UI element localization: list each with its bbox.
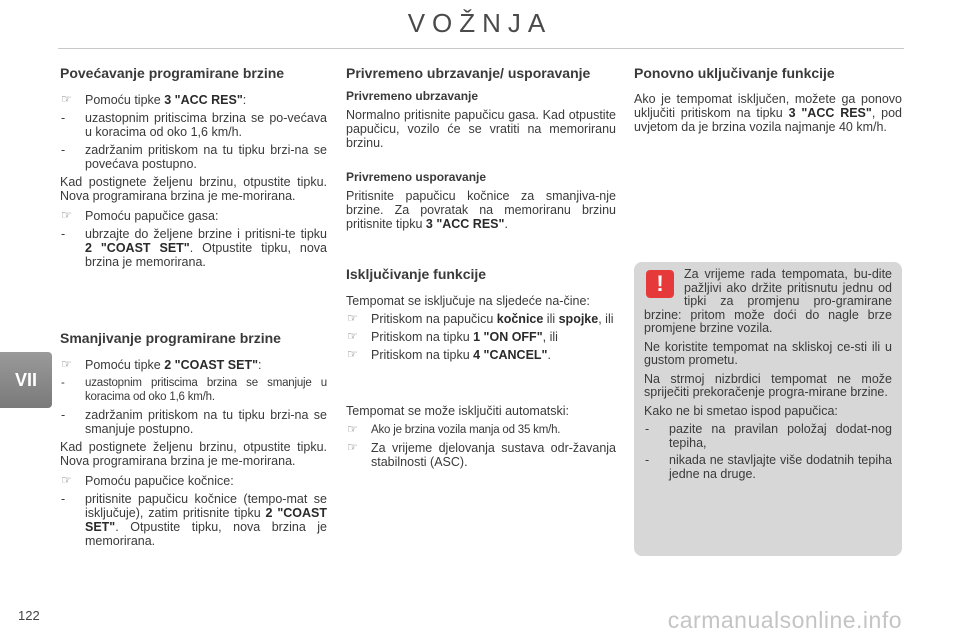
warning-dash-item: - pazite na pravilan položaj dodat-nog tepiha, <box>644 423 892 450</box>
section-title-disable: Isključivanje funkcije <box>346 266 487 282</box>
subtitle-acceleration: Privremeno ubrzavanje <box>346 89 479 103</box>
column-left <box>60 66 327 552</box>
paragraph: Pritisnite papučicu kočnice za smanjiva-nje brzine. Za povratak na memoriranu brzinu pritisnite tipku 3 "ACC RES". <box>346 189 616 231</box>
footer-watermark: carmanualsonline.info <box>667 607 902 633</box>
warning-dash-item: - nikada ne stavljajte više dodatnih tepiha jedne na druge. <box>644 454 892 481</box>
bullet-brake: ☞ Pomoću papučice kočnice: <box>60 474 327 488</box>
paragraph-automatic: Tempomat se može isključiti automatski: <box>346 404 569 418</box>
warning-paragraph: Kako ne bi smetao ispod papučica: <box>644 403 838 418</box>
column-middle <box>346 66 616 473</box>
paragraph: Kad postignete željenu brzinu, otpustite tipku. Nova programirana brzina je me-morirana. <box>60 440 327 468</box>
section-title-decrease: Smanjivanje programirane brzine <box>60 330 281 346</box>
paragraph: Kad postignete željenu brzinu, otpustite tipku. Nova programirana brzina je me-morirana. <box>60 175 327 203</box>
chapter-tab: VII <box>0 352 52 408</box>
dash-item: - pritisnite papučicu kočnice (tempo-mat se isključuje), zatim pritisnite tipku 2 "COAST SET". Otpustite tipku, nova brzina je memorirana. <box>60 492 327 548</box>
bullet-on-off: ☞ Pritiskom na tipku 1 "ON OFF", ili <box>346 330 616 344</box>
warning-paragraph: Na strmoj nizbrdici tempomat ne može spriječiti prekoračenje progra-mirane brzine. <box>644 371 892 399</box>
warning-exclamation-icon: ! <box>646 270 674 298</box>
paragraph: Ako je tempomat isključen, možete ga ponovo uključiti pritiskom na tipku 3 "ACC RES", pod uvjetom da je brzina vozila najmanje 40 km/h. <box>634 92 902 134</box>
subtitle-deceleration: Privremeno usporavanje <box>346 170 487 184</box>
section-title-reenable: Ponovno uključivanje funkcije <box>634 65 835 81</box>
section-title-increase: Povećavanje programirane brzine <box>60 65 285 81</box>
bullet-coast-set: ☞ Pomoću tipke 2 "COAST SET": <box>60 358 327 372</box>
bullet-cancel: ☞ Pritiskom na tipku 4 "CANCEL". <box>346 348 616 362</box>
warning-box <box>634 262 902 556</box>
section-title-temporary: Privremeno ubrzavanje/ usporavanje <box>346 65 591 81</box>
page-number: 122 <box>18 608 40 623</box>
title-rule <box>58 48 904 49</box>
dash-item: - zadržanim pritiskom na tu tipku brzi-na se povećava postupno. <box>60 143 327 171</box>
dash-item: - zadržanim pritiskom na tu tipku brzi-na se smanjuje postupno. <box>60 408 327 436</box>
column-right <box>634 66 902 140</box>
dash-item: - uzastopnim pritiscima brzina se smanjuje u koracima od oko 1,6 km/h. <box>60 376 327 404</box>
bullet-speed-limit: ☞ Ako je brzina vozila manja od 35 km/h. <box>346 423 616 437</box>
bullet-accelerator: ☞ Pomoću papučice gasa: <box>60 209 327 223</box>
bullet-asc: ☞ Za vrijeme djelovanja sustava odr-žavanja stabilnosti (ASC). <box>346 441 616 469</box>
dash-item: - ubrzajte do željene brzine i pritisni-te tipku 2 "COAST SET". Otpustite tipku, nova brzina je memorirana. <box>60 227 327 269</box>
paragraph: Tempomat se isključuje na sljedeće na-čine: <box>346 294 590 308</box>
warning-paragraph: Za vrijeme rada tempomata, bu-dite pažljivi ako držite pritisnutu jednu od tipki za promjenu pro-gramirane brzine: pritom može doći do nagle brze promjene brzine vozila. <box>644 267 892 335</box>
page-title: VOŽNJA <box>407 8 553 38</box>
bullet-brake-clutch: ☞ Pritiskom na papučicu kočnice ili spojke, ili <box>346 312 616 326</box>
paragraph: Normalno pritisnite papučicu gasa. Kad otpustite papučicu, vozilo će se vratiti na memoriranu brzinu. <box>346 108 616 150</box>
dash-item: - uzastopnim pritiscima brzina se po-većava u koracima od oko 1,6 km/h. <box>60 111 327 139</box>
bullet-acc-res: ☞ Pomoću tipke 3 "ACC RES": <box>60 93 327 107</box>
warning-paragraph: Ne koristite tempomat na skliskoj ce-sti ili u gustom prometu. <box>644 339 892 367</box>
